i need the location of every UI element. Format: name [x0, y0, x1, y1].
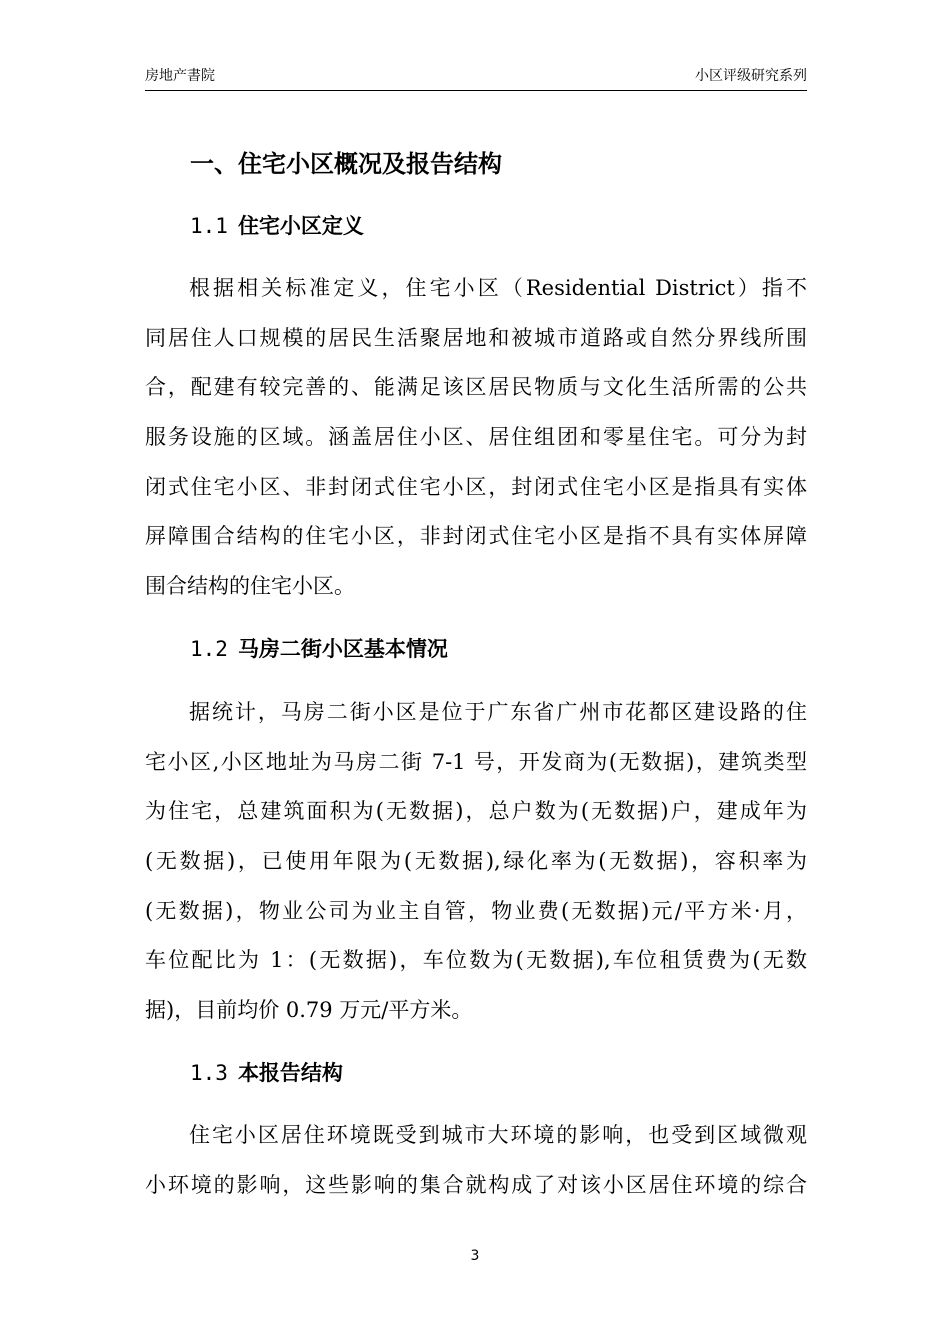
section-heading-1-2: [190, 634, 448, 664]
section-title: 马房二街小区基本情况: [237, 637, 448, 661]
paragraph-definition: [145, 264, 807, 612]
header-series: 小区评级研究系列: [695, 68, 807, 84]
chapter-title: 一、住宅小区概况及报告结构: [190, 150, 502, 178]
paragraph-line: 住宅小区居住环境既受到城市大环境的影响，也受到区域微观: [189, 1123, 807, 1147]
section-heading-1-1: [190, 211, 364, 241]
paragraph-line: 小环境的影响，这些影响的集合就构成了对该小区居住环境的综合: [145, 1172, 807, 1197]
paragraph-line: 宅小区,小区地址为马房二街 7-1 号，开发商为(无数据)，建筑类型: [145, 749, 807, 774]
paragraph-line: 为住宅，总建筑面积为(无数据)，总户数为(无数据)户，建成年为: [145, 799, 807, 824]
paragraph-line: 据统计，马房二街小区是位于广东省广州市花都区建设路的住: [189, 700, 807, 724]
section-title: 住宅小区定义: [237, 214, 364, 238]
paragraph-line: 闭式住宅小区、非封闭式住宅小区，封闭式住宅小区是指具有实体: [145, 474, 807, 499]
paragraph-line: 车位配比为 1：(无数据)，车位数为(无数据),车位租赁费为(无数: [145, 948, 807, 973]
paragraph-line: 屏障围合结构的住宅小区，非封闭式住宅小区是指不具有实体屏障: [145, 524, 807, 549]
paragraph-community-info: [145, 688, 807, 1036]
paragraph-report-structure: [145, 1111, 807, 1210]
paragraph-line: 据)，目前均价 0.79 万元/平方米。: [145, 998, 473, 1023]
page-number: 3: [470, 1248, 480, 1264]
header-publisher: 房地产書院: [145, 68, 215, 84]
paragraph-line: 合，配建有较完善的、能满足该区居民物质与文化生活所需的公共: [145, 375, 807, 400]
page-header: [145, 66, 807, 90]
section-heading-1-3: [190, 1058, 343, 1088]
paragraph-line: (无数据)，物业公司为业主自管，物业费(无数据)元/平方米·月，: [145, 898, 807, 923]
paragraph-line: 根据相关标准定义，住宅小区（Residential District）指不: [189, 276, 807, 300]
paragraph-line: 同居住人口规模的居民生活聚居地和被城市道路或自然分界线所围: [145, 325, 807, 350]
section-number: 1.1: [190, 214, 228, 238]
paragraph-line: 围合结构的住宅小区。: [145, 574, 355, 599]
section-number: 1.2: [190, 637, 228, 661]
header-divider: [145, 90, 807, 91]
paragraph-line: (无数据)，已使用年限为(无数据),绿化率为(无数据)，容积率为: [145, 849, 807, 874]
paragraph-line: 服务设施的区域。涵盖居住小区、居住组团和零星住宅。可分为封: [145, 425, 807, 450]
section-title: 本报告结构: [237, 1061, 343, 1085]
section-number: 1.3: [190, 1061, 228, 1085]
